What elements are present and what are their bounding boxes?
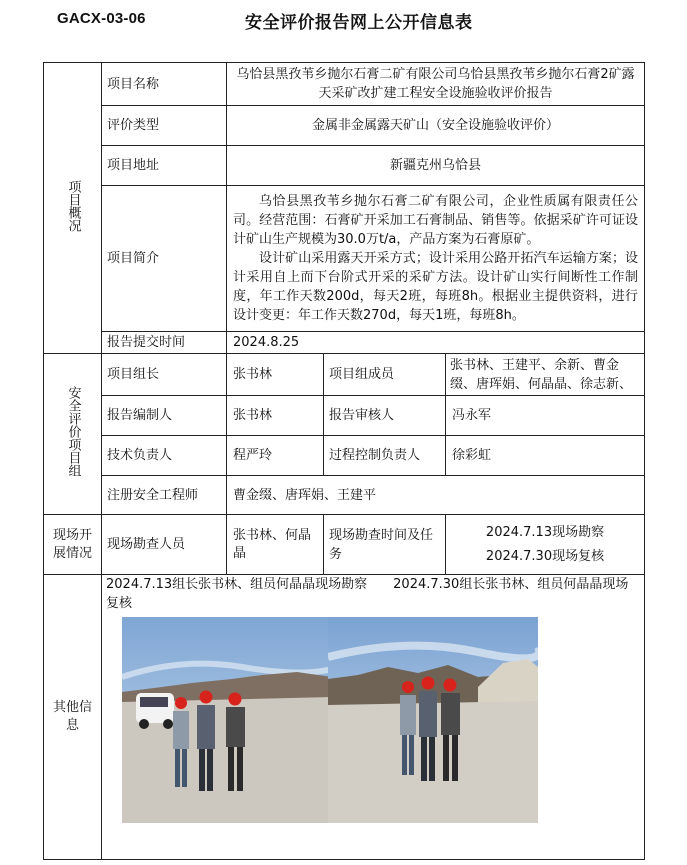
site-survey-label: 现场勘查人员: [102, 515, 227, 575]
photo-area: [102, 575, 645, 860]
project-address-value: 新疆克州乌恰县: [227, 146, 645, 186]
team-leader-label: 项目组长: [102, 354, 227, 396]
section-other: 其他信息: [44, 575, 102, 860]
report-author-value: 张书林: [227, 396, 324, 436]
document-title: 安全评价报告网上公开信息表: [245, 13, 473, 33]
document-code: GACX-03-06: [57, 10, 146, 27]
report-reviewer-label: 报告审核人: [324, 396, 446, 436]
eval-type-value: 金属非金属露天矿山（安全设施验收评价）: [227, 106, 645, 146]
project-intro-value: [227, 186, 645, 332]
section-site: 现场开展情况: [44, 515, 102, 575]
process-control-label: 过程控制负责人: [324, 436, 446, 476]
section-team-label: 安全评价项目组: [65, 386, 81, 477]
site-time-label: 现场勘查时间及任务: [324, 515, 446, 575]
photo-caption: 2024.7.13组长张书林、组员何晶晶现场勘察 2024.7.30组长张书林、组员何晶晶现场复核: [106, 577, 629, 611]
safety-engineer-value: 曹金缀、唐珲娟、王建平: [227, 476, 645, 515]
project-name-value: 乌恰县黑孜苇乡抛尔石膏二矿有限公司乌恰县黑孜苇乡抛尔石膏2矿露天采矿改扩建工程安全设施验收评价报告: [227, 63, 645, 106]
site-task-2: 2024.7.30现场复核: [485, 548, 605, 564]
project-name-label: 项目名称: [102, 63, 227, 106]
tech-lead-value: 程严玲: [227, 436, 324, 476]
site-tasks: [446, 515, 645, 575]
team-leader-value: 张书林: [227, 354, 324, 396]
intro-paragraph-1: 乌恰县黑孜苇乡抛尔石膏二矿有限公司，企业性质属有限责任公司。经营范围：石膏矿开采加工石膏制品、销售等。依据采矿许可证设计矿山生产规模为30.0万t/a，产品方案为石膏原矿。: [233, 194, 639, 247]
site-photo-survey: [122, 617, 332, 823]
section-overview: [44, 63, 102, 354]
submit-time-label: 报告提交时间: [102, 332, 227, 354]
process-control-value: 徐彩虹: [446, 436, 645, 476]
submit-time-value: 2024.8.25: [227, 332, 645, 354]
report-reviewer-value: 冯永军: [446, 396, 645, 436]
intro-paragraph-2: 设计矿山采用露天开采方式；设计采用公路开拓汽车运输方案；设计采用自上而下台阶式开采的采矿方法。设计矿山实行间断性工作制度，年工作天数200d，每天2班，每班8h。根据业主提供资料，进行设计变更：年工作天数270d，每天1班，每班8h。: [233, 251, 639, 323]
section-team: [44, 354, 102, 515]
section-overview-label: 项目概况: [65, 179, 81, 232]
eval-type-label: 评价类型: [102, 106, 227, 146]
project-address-label: 项目地址: [102, 146, 227, 186]
team-members-value: 张书林、王建平、余新、曹金缀、唐珲娟、何晶晶、徐志新、: [446, 354, 645, 396]
site-task-1: 2024.7.13现场勘察: [485, 524, 605, 540]
tech-lead-label: 技术负责人: [102, 436, 227, 476]
report-author-label: 报告编制人: [102, 396, 227, 436]
safety-engineer-label: 注册安全工程师: [102, 476, 227, 515]
team-members-label: 项目组成员: [324, 354, 446, 396]
project-intro-label: 项目简介: [102, 186, 227, 332]
site-survey-value: 张书林、何晶晶: [227, 515, 324, 575]
site-photo-review: [328, 617, 538, 823]
info-table: [43, 62, 645, 860]
